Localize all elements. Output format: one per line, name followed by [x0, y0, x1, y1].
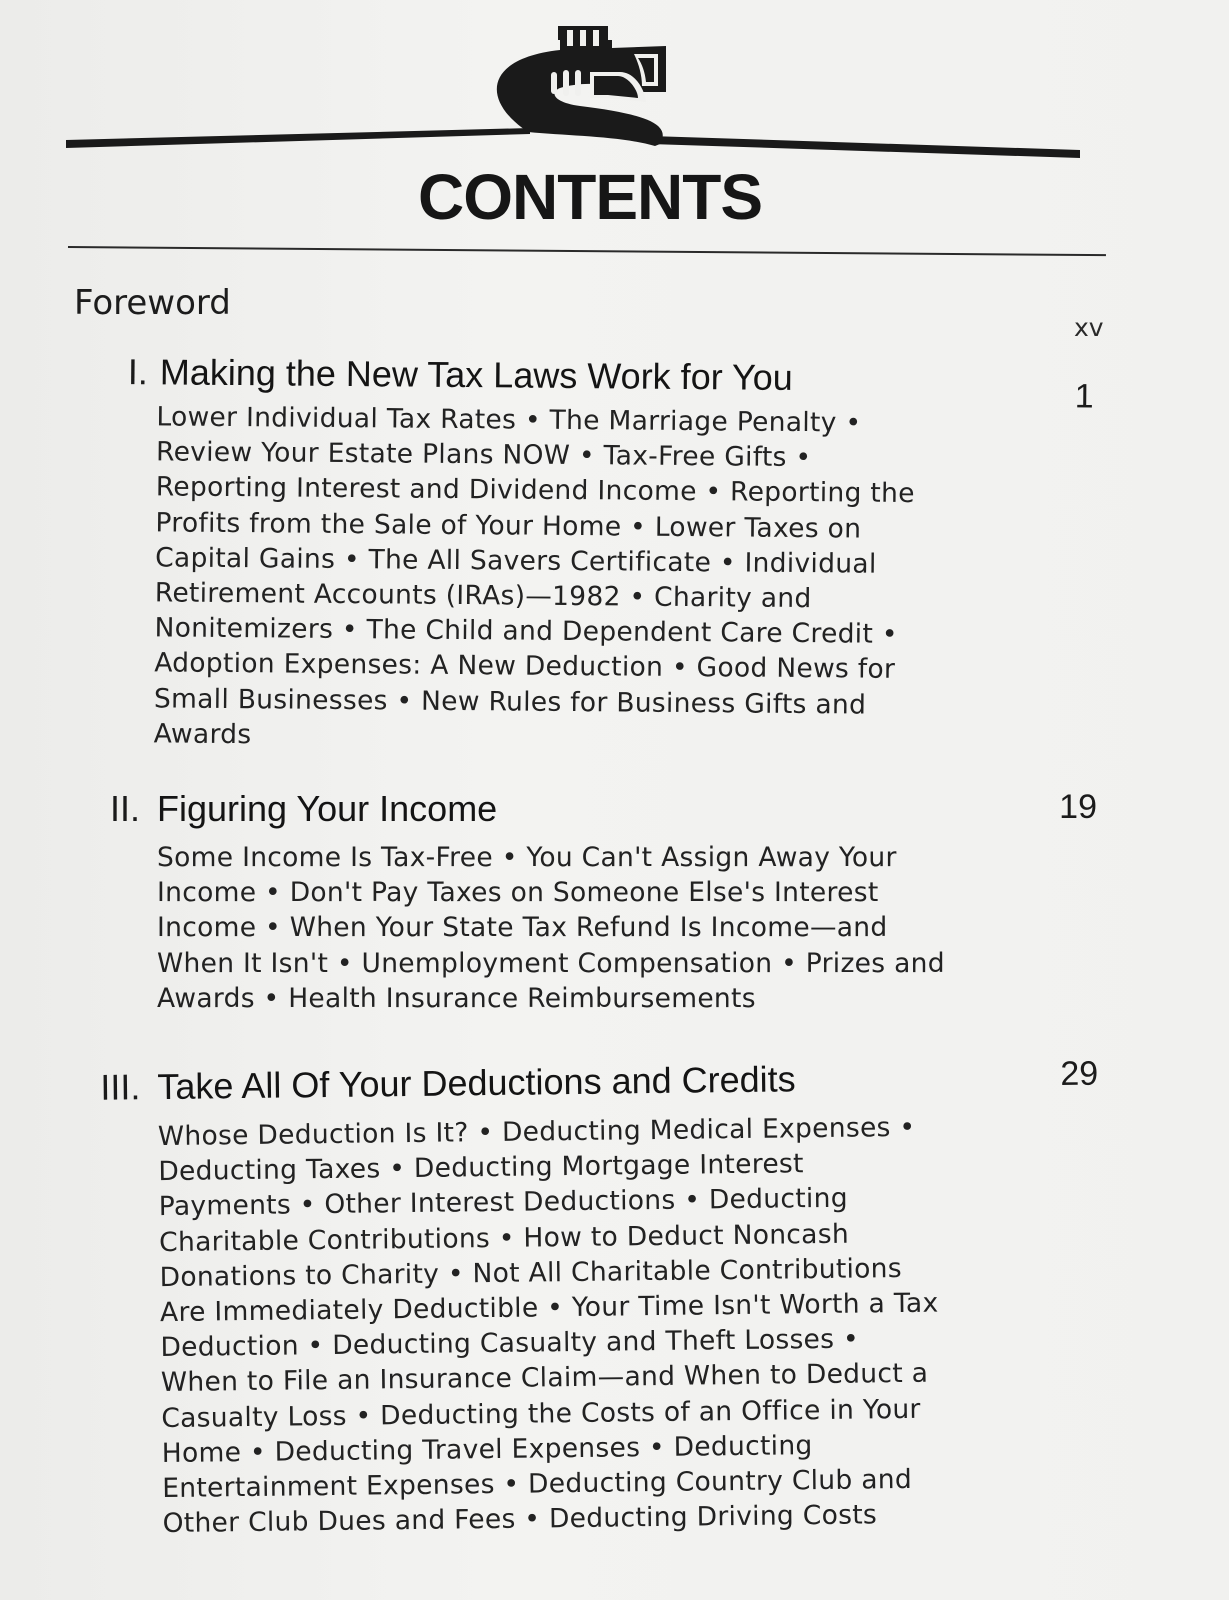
chapter-page-number: 29	[1060, 1054, 1099, 1094]
dollar-sign-emblem	[60, 10, 1120, 160]
chapter-title: Making the New Tax Laws Work for You	[159, 351, 793, 398]
chapter-title: Figuring Your Income	[157, 788, 498, 829]
chapter-page-number: 19	[1059, 788, 1097, 826]
chapter-topics: Whose Deduction Is It? • Deducting Medical Expenses • Deducting Taxes • Deducting Mortgage Interest Payments • Other Interest Deductions • Deducting Charitable Contributions • How to Deduct Noncash Donations to Charity • Not All Charitable Contributions Are Immediately Deductible • Your Time Isn't Worth a Tax Deduction • Deducting Casualty and Theft Losses • When to File an Insurance Claim—and When to Deduct a Casualty Loss • Deducting the Costs of an Office in Your Home • Deducting Travel Expenses • Deducting Entertainment Expenses • Deducting Country Club and Other Club Dues and Fees • Deducting Driving Costs	[157, 1111, 939, 1540]
page-title: CONTENTS	[418, 161, 762, 233]
chapter-entry	[0, 350, 1229, 751]
chapter-numeral: III.	[100, 1066, 141, 1108]
chapter-title: Take All Of Your Deductions and Credits	[157, 1058, 796, 1108]
chapter-entry	[0, 1048, 1229, 1540]
chapter-page-number: 1	[1074, 377, 1094, 416]
chapter-numeral: I.	[127, 351, 148, 393]
title-divider	[68, 246, 1106, 256]
foreword-entry-label: Foreword	[74, 283, 231, 323]
foreword-page-number: xv	[1074, 313, 1104, 342]
chapter-topics: Some Income Is Tax-Free • You Can't Assign Away Your Income • Don't Pay Taxes on Someone Else's Interest Income • When Your State Tax Refund Is Income—and When It Isn't • Unemployment Compensation • Prizes and Awards • Health Insurance Reimbursements	[157, 842, 945, 1014]
chapter-numeral: II.	[109, 788, 140, 829]
chapter-topics: Lower Individual Tax Rates • The Marriage Penalty • Review Your Estate Plans NOW • Tax-Free Gifts • Reporting Interest and Dividend Income • Reporting the Profits from the Sale of Your Home • Lower Taxes on Capital Gains • The All Savers Certificate • Individual Retirement Accounts (IRAs)—1982 • Charity and Nonitemizers • The Child and Dependent Care Credit • Adoption Expenses: A New Deduction • Good News for Small Businesses • New Rules for Business Gifts and Awards	[153, 401, 915, 751]
